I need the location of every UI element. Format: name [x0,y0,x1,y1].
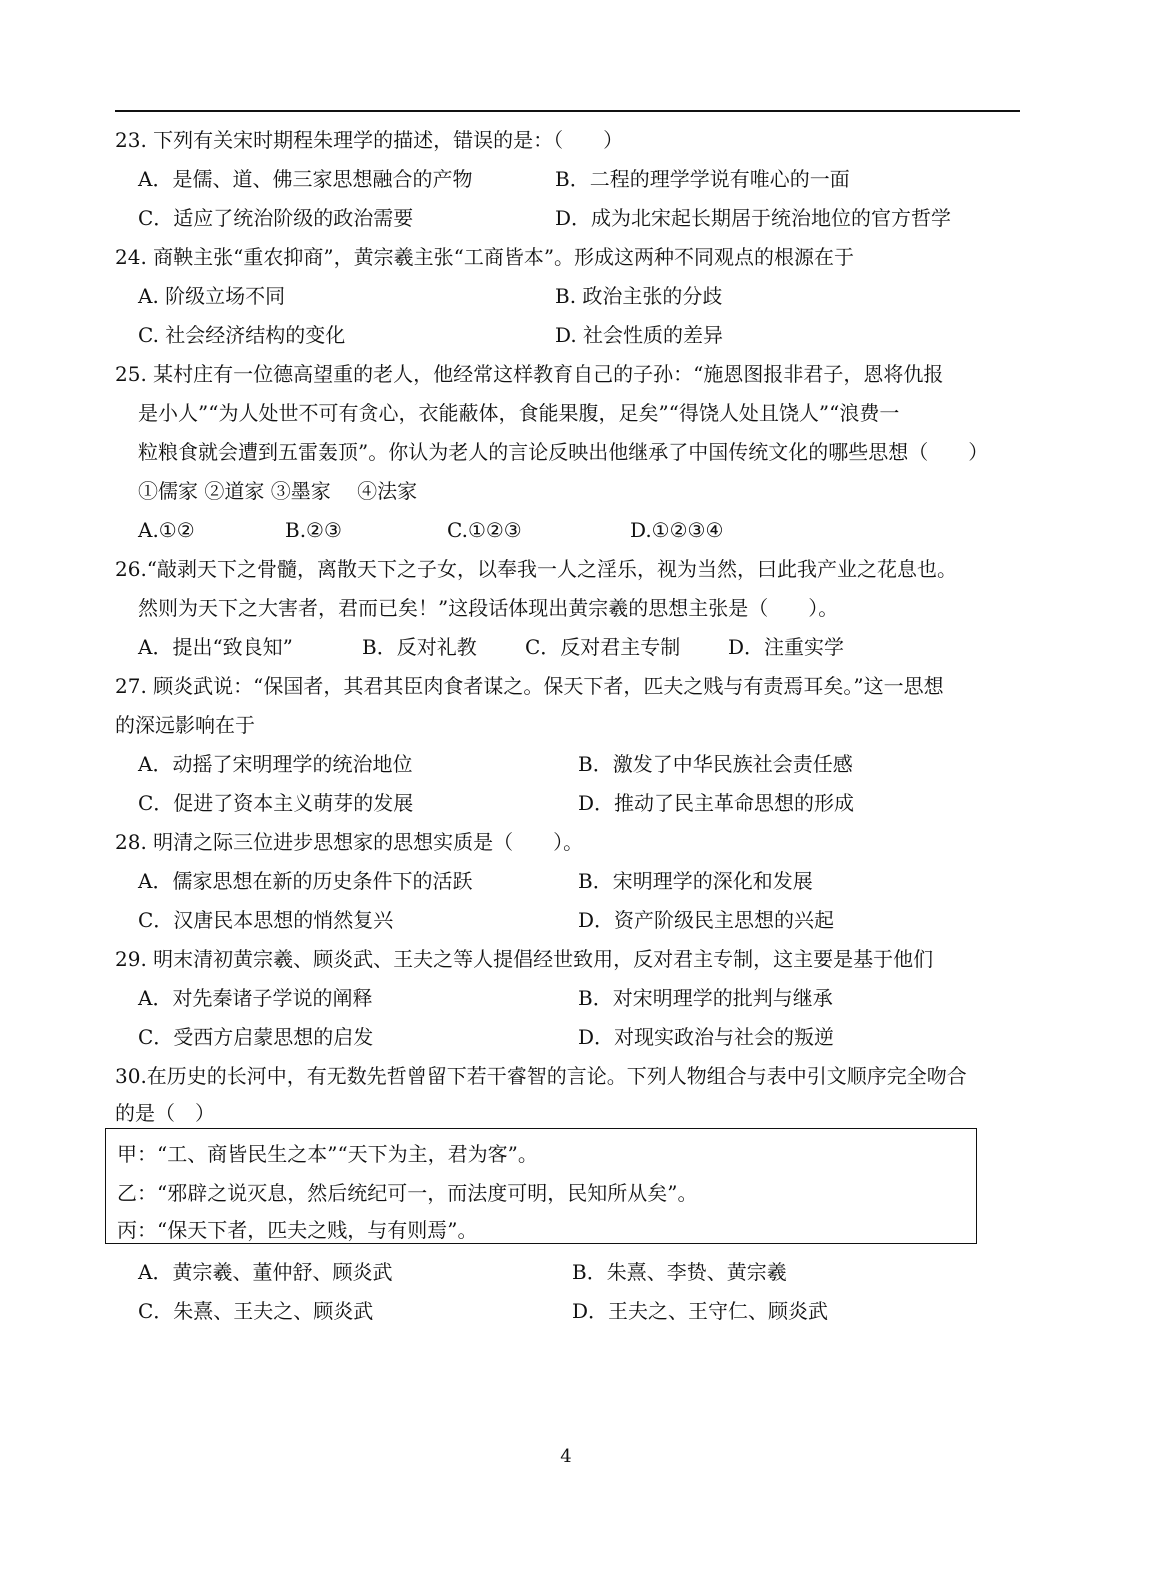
page-number: 4 [560,1446,572,1467]
question-27-stem-line-1: 27. 顾炎武说：“保国者，其君其臣肉食者谋之。保天下者，匹夫之贱与有责焉耳矣。”这一思想 [115,674,944,698]
question-30-option-b: B．朱熹、李贽、黄宗羲 [572,1260,787,1284]
question-25-stem-line-1: 25. 某村庄有一位德高望重的老人，他经常这样教育自己的子孙：“施恩图报非君子，恩将仇报 [115,362,944,386]
question-27-option-d: D．推动了民主革命思想的形成 [578,791,855,815]
question-28-option-d: D．资产阶级民主思想的兴起 [578,908,835,932]
question-25-choices: ①儒家 ②道家 ③墨家 ④法家 [138,479,418,503]
question-25-stem-line-2: 是小人”“为人处世不可有贪心，衣能蔽体，食能果腹，足矣”“得饶人处且饶人”“浪费一 [138,401,900,425]
question-29-stem: 29. 明末清初黄宗羲、顾炎武、王夫之等人提倡经世致用，反对君主专制，这主要是基于他们 [115,947,934,971]
question-24-option-a: A. 阶级立场不同 [138,284,286,308]
question-25-stem-line-3: 粒粮食就会遭到五雷轰顶”。你认为老人的言论反映出他继承了中国传统文化的哪些思想（ ） [138,440,989,464]
question-29-option-a: A．对先秦诸子学说的阐释 [138,986,373,1010]
question-24-option-c: C. 社会经济结构的变化 [138,323,346,347]
question-26-stem-line-2: 然则为天下之大害者，君而已矣！”这段话体现出黄宗羲的思想主张是（ ）。 [138,596,839,620]
question-26-option-c: C．反对君主专制 [525,635,681,659]
question-29-option-c: C．受西方启蒙思想的启发 [138,1025,374,1049]
question-28-option-b: B．宋明理学的深化和发展 [578,869,813,893]
question-30-option-a: A．黄宗羲、董仲舒、顾炎武 [138,1260,393,1284]
question-30-stem-line-1: 30.在历史的长河中，有无数先哲曾留下若干睿智的言论。下列人物组合与表中引文顺序完全吻合 [115,1064,967,1088]
question-29-option-d: D．对现实政治与社会的叛逆 [578,1025,835,1049]
header-rule [115,110,1020,112]
question-29-option-b: B．对宋明理学的批判与继承 [578,986,833,1010]
question-27-option-b: B．激发了中华民族社会责任感 [578,752,853,776]
quote-jia: 甲：“工、商皆民生之本”“天下为主，君为客”。 [117,1142,538,1166]
question-24-stem: 24. 商鞅主张“重农抑商”，黄宗羲主张“工商皆本”。形成这两种不同观点的根源在于 [115,245,855,269]
question-27-option-c: C．促进了资本主义萌芽的发展 [138,791,414,815]
question-30-option-d: D．王夫之、王守仁、顾炎武 [572,1299,829,1323]
question-28-option-a: A．儒家思想在新的历史条件下的活跃 [138,869,473,893]
question-25-option-d: D.①②③④ [630,518,724,542]
question-24-option-d: D. 社会性质的差异 [555,323,724,347]
question-30-stem-line-2: 的是（ ） [115,1101,215,1125]
quote-bing: 丙：“保天下者，匹夫之贱，与有则焉”。 [117,1218,478,1242]
question-28-option-c: C．汉唐民本思想的悄然复兴 [138,908,394,932]
question-23-option-d: D．成为北宋起长期居于统治地位的官方哲学 [555,206,952,230]
question-26-option-b: B．反对礼教 [362,635,477,659]
question-26-stem-line-1: 26.“敲剥天下之骨髓，离散天下之子女，以奉我一人之淫乐，视为当然，曰此我产业之花息也。 [115,557,958,581]
question-23-option-c: C．适应了统治阶级的政治需要 [138,206,414,230]
question-23-option-a: A．是儒、道、佛三家思想融合的产物 [138,167,473,191]
question-25-option-b: B.②③ [285,518,342,542]
question-26-option-d: D．注重实学 [728,635,845,659]
question-27-option-a: A．动摇了宋明理学的统治地位 [138,752,413,776]
quote-yi: 乙：“邪辟之说灭息，然后统纪可一，而法度可明，民知所从矣”。 [117,1181,698,1205]
question-23-option-b: B．二程的理学学说有唯心的一面 [555,167,850,191]
question-30-option-c: C．朱熹、王夫之、顾炎武 [138,1299,374,1323]
question-24-option-b: B. 政治主张的分歧 [555,284,723,308]
question-25-option-a: A.①② [138,518,195,542]
question-26-option-a: A．提出“致良知” [138,635,293,659]
question-23-stem: 23. 下列有关宋时期程朱理学的描述，错误的是：（ ） [115,128,624,152]
question-25-option-c: C.①②③ [447,518,522,542]
question-27-stem-line-2: 的深远影响在于 [115,713,255,737]
question-28-stem: 28. 明清之际三位进步思想家的思想实质是（ ）。 [115,830,584,854]
